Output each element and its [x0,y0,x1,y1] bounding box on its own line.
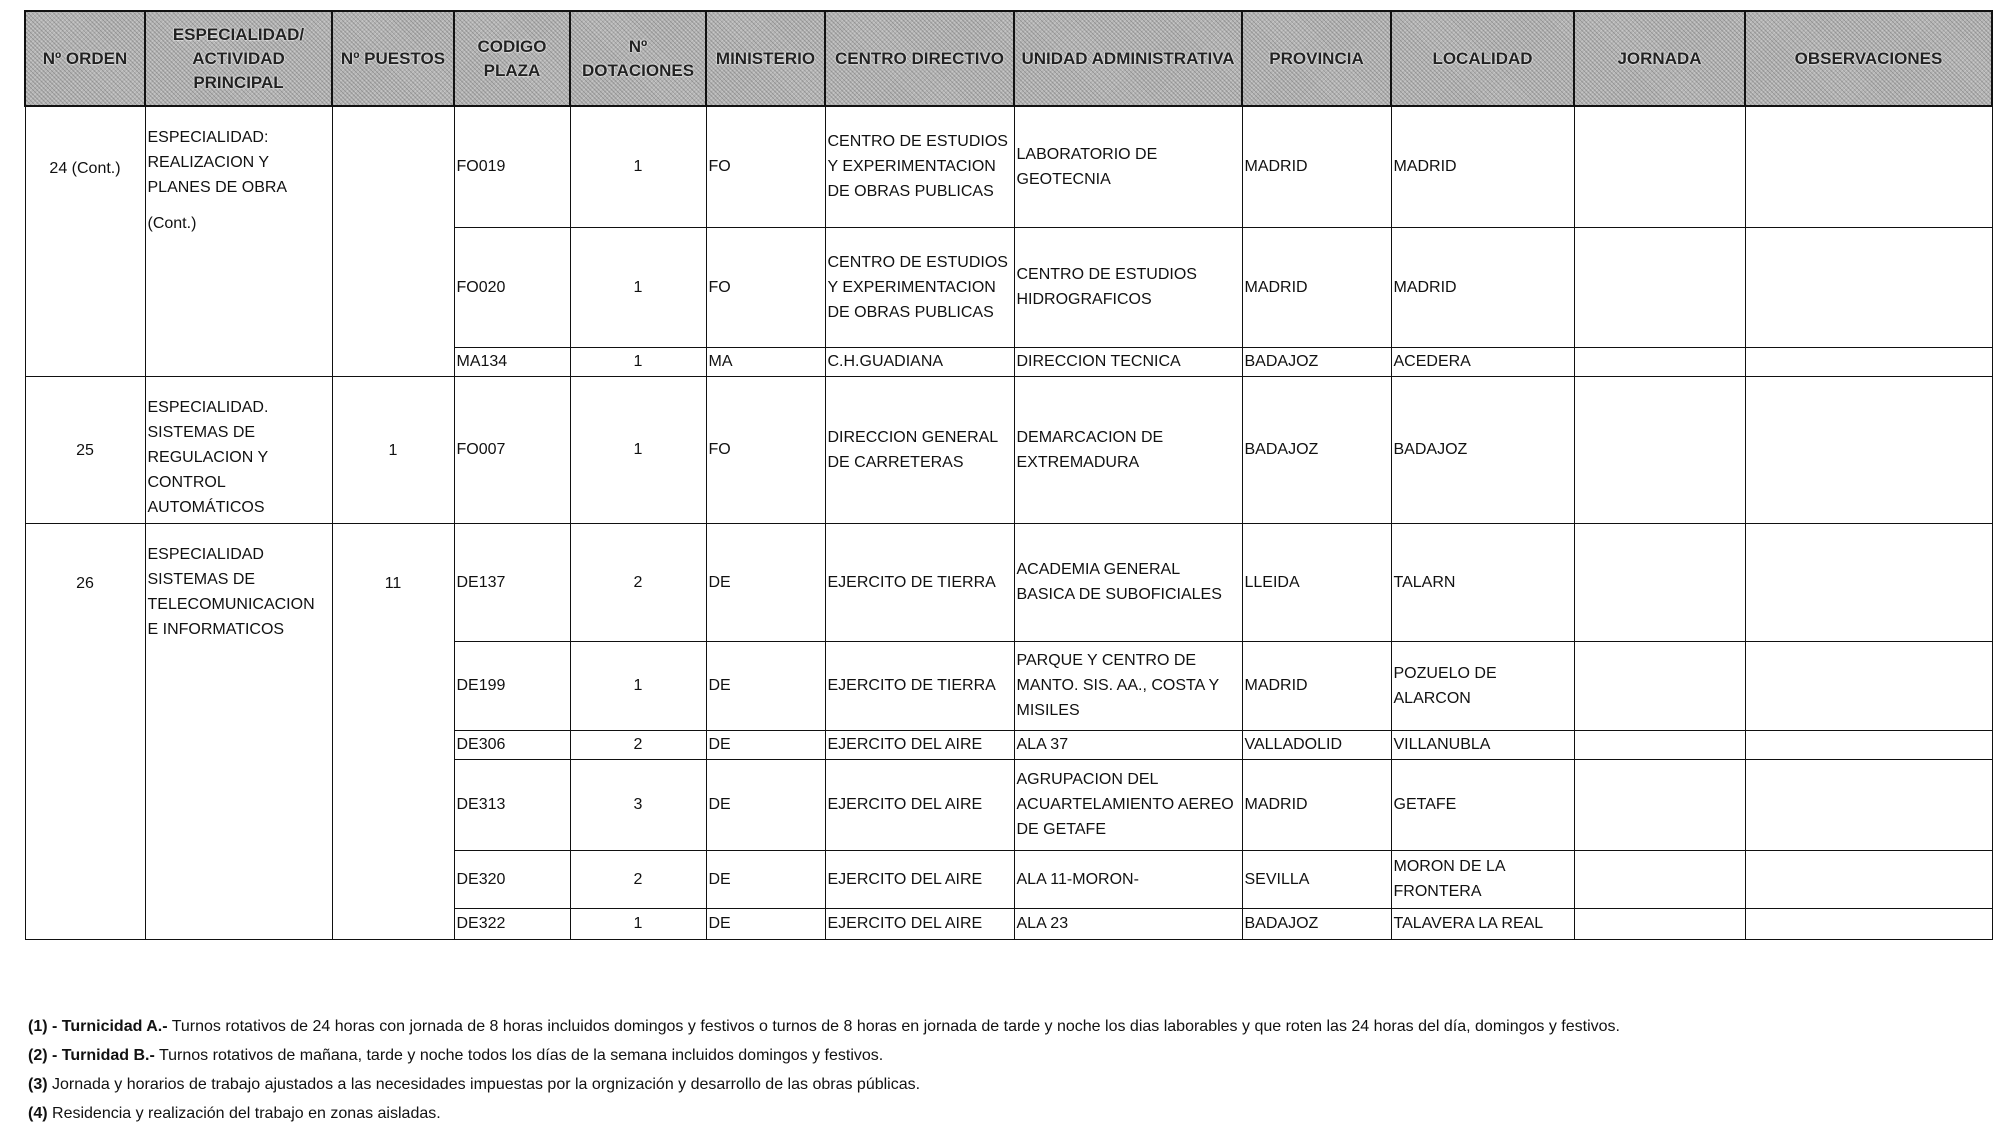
footnote-text: Jornada y horarios de trabajo ajustados a las necesidades impuestas por la orgnización y desarrollo de las obras públicas. [47,1076,921,1093]
unidad-cell: ACADEMIA GENERAL BASICA DE SUBOFICIALES [1014,523,1242,641]
centro-cell: DIRECCION GENERAL DE CARRETERAS [825,376,1014,523]
localidad-cell: POZUELO DE ALARCON [1391,641,1574,730]
codigo-cell: DE320 [454,850,570,908]
observaciones-cell [1745,850,1992,908]
unidad-cell: DEMARCACION DE EXTREMADURA [1014,376,1242,523]
codigo-cell: DE137 [454,523,570,641]
especialidad-cell [145,523,332,939]
footnote-number: (2) - [28,1047,62,1064]
observaciones-cell [1745,227,1992,347]
column-header: JORNADA [1574,11,1745,106]
centro-cell: C.H.GUADIANA [825,347,1014,376]
unidad-cell: ALA 23 [1014,908,1242,939]
ministerio-cell: FO [706,106,825,227]
orden-cell: 26 [25,523,145,939]
column-header: LOCALIDAD [1391,11,1574,106]
column-header: UNIDAD ADMINISTRATIVA [1014,11,1242,106]
provincia-cell: BADAJOZ [1242,376,1391,523]
ministerio-cell: DE [706,908,825,939]
column-header: CODIGO PLAZA [454,11,570,106]
provincia-cell: MADRID [1242,227,1391,347]
footnote [28,1012,1620,1041]
dotaciones-cell: 1 [570,376,706,523]
dotaciones-cell: 1 [570,641,706,730]
dotaciones-cell: 2 [570,730,706,759]
footnote-text: Residencia y realización del trabajo en zonas aisladas. [47,1105,441,1122]
jornada-cell [1574,759,1745,850]
jornada-cell [1574,730,1745,759]
footnote-text: Turnos rotativos de 24 horas con jornada de 8 horas incluidos domingos y festivos o turnos de 8 horas en jornada de tarde y noche los dias laborables y que roten las 24 horas del día, domingos y festivos. [167,1018,1620,1035]
unidad-cell: ALA 11-MORON- [1014,850,1242,908]
column-header: ESPECIALIDAD/ ACTIVIDAD PRINCIPAL [145,11,332,106]
jornada-cell [1574,227,1745,347]
puestos-cell [332,106,454,376]
ministerio-cell: DE [706,641,825,730]
unidad-cell: LABORATORIO DE GEOTECNIA [1014,106,1242,227]
ministerio-cell: FO [706,227,825,347]
observaciones-cell [1745,106,1992,227]
dotaciones-cell: 2 [570,523,706,641]
unidad-cell: DIRECCION TECNICA [1014,347,1242,376]
provincia-cell: MADRID [1242,106,1391,227]
column-header: Nº PUESTOS [332,11,454,106]
localidad-cell: ACEDERA [1391,347,1574,376]
observaciones-cell [1745,376,1992,523]
column-header: CENTRO DIRECTIVO [825,11,1014,106]
table-row [25,523,1992,641]
codigo-cell: DE322 [454,908,570,939]
puestos-cell: 11 [332,523,454,939]
footnote [28,1041,1620,1070]
codigo-cell: DE199 [454,641,570,730]
footnote-number: (1) - [28,1018,62,1035]
column-header: MINISTERIO [706,11,825,106]
localidad-cell: VILLANUBLA [1391,730,1574,759]
provincia-cell: MADRID [1242,759,1391,850]
provincia-cell: MADRID [1242,641,1391,730]
localidad-cell: TALARN [1391,523,1574,641]
jornada-cell [1574,523,1745,641]
codigo-cell: DE306 [454,730,570,759]
localidad-cell: TALAVERA LA REAL [1391,908,1574,939]
codigo-cell: FO019 [454,106,570,227]
unidad-cell: AGRUPACION DEL ACUARTELAMIENTO AEREO DE GETAFE [1014,759,1242,850]
column-header: Nº DOTACIONES [570,11,706,106]
dotaciones-cell: 3 [570,759,706,850]
jornada-cell [1574,347,1745,376]
orden-cell: 24 (Cont.) [25,106,145,376]
observaciones-cell [1745,641,1992,730]
dotaciones-cell: 1 [570,908,706,939]
centro-cell: EJERCITO DEL AIRE [825,759,1014,850]
footnote-text: Turnos rotativos de mañana, tarde y noche todos los días de la semana incluidos domingos y festivos. [154,1047,884,1064]
observaciones-cell [1745,908,1992,939]
centro-cell: EJERCITO DEL AIRE [825,908,1014,939]
observaciones-cell [1745,347,1992,376]
footnote-number: (4) [28,1105,48,1122]
dotaciones-cell: 1 [570,106,706,227]
footnote-number: (3) [28,1076,48,1093]
localidad-cell: GETAFE [1391,759,1574,850]
ministerio-cell: DE [706,730,825,759]
observaciones-cell [1745,523,1992,641]
ministerio-cell: MA [706,347,825,376]
cont-text: (Cont.) [147,215,197,232]
orden-cell: 25 [25,376,145,523]
dotaciones-cell: 2 [570,850,706,908]
unidad-cell: CENTRO DE ESTUDIOS HIDROGRAFICOS [1014,227,1242,347]
localidad-cell: BADAJOZ [1391,376,1574,523]
ministerio-cell: FO [706,376,825,523]
ministerio-cell: DE [706,850,825,908]
plazas-table [24,10,1993,940]
column-header: Nº ORDEN [25,11,145,106]
footnote-title: Turnicidad A.- [61,1018,168,1035]
jornada-cell [1574,850,1745,908]
provincia-cell: BADAJOZ [1242,347,1391,376]
column-header: PROVINCIA [1242,11,1391,106]
ministerio-cell: DE [706,759,825,850]
centro-cell: EJERCITO DEL AIRE [825,730,1014,759]
footnote [28,1099,1620,1128]
localidad-cell: MADRID [1391,106,1574,227]
localidad-cell: MADRID [1391,227,1574,347]
footnote-title: Turnidad B.- [61,1047,155,1064]
provincia-cell: SEVILLA [1242,850,1391,908]
header-row [25,11,1992,106]
table-row [25,376,1992,523]
especialidad-text: ESPECIALIDAD SISTEMAS DE TELECOMUNICACION E INFORMATICOS [147,545,315,638]
centro-cell: CENTRO DE ESTUDIOS Y EXPERIMENTACION DE OBRAS PUBLICAS [825,106,1014,227]
especialidad-text: ESPECIALIDAD: REALIZACION Y PLANES DE OBRA [147,129,288,196]
jornada-cell [1574,376,1745,523]
ministerio-cell: DE [706,523,825,641]
codigo-cell: DE313 [454,759,570,850]
centro-cell: EJERCITO DEL AIRE [825,850,1014,908]
especialidad-text: ESPECIALIDAD. SISTEMAS DE REGULACION Y CONTROL AUTOMÁTICOS [147,398,269,516]
centro-cell: CENTRO DE ESTUDIOS Y EXPERIMENTACION DE OBRAS PUBLICAS [825,227,1014,347]
especialidad-cell [145,106,332,376]
unidad-cell: PARQUE Y CENTRO DE MANTO. SIS. AA., COSTA Y MISILES [1014,641,1242,730]
centro-cell: EJERCITO DE TIERRA [825,641,1014,730]
jornada-cell [1574,106,1745,227]
table-row [25,106,1992,227]
provincia-cell: VALLADOLID [1242,730,1391,759]
unidad-cell: ALA 37 [1014,730,1242,759]
footnote [28,1070,1620,1099]
centro-cell: EJERCITO DE TIERRA [825,523,1014,641]
puestos-cell: 1 [332,376,454,523]
footnotes [28,1012,1620,1128]
codigo-cell: FO007 [454,376,570,523]
observaciones-cell [1745,759,1992,850]
observaciones-cell [1745,730,1992,759]
localidad-cell: MORON DE LA FRONTERA [1391,850,1574,908]
dotaciones-cell: 1 [570,347,706,376]
provincia-cell: BADAJOZ [1242,908,1391,939]
especialidad-cell [145,376,332,523]
codigo-cell: MA134 [454,347,570,376]
jornada-cell [1574,908,1745,939]
jornada-cell [1574,641,1745,730]
provincia-cell: LLEIDA [1242,523,1391,641]
dotaciones-cell: 1 [570,227,706,347]
codigo-cell: FO020 [454,227,570,347]
column-header: OBSERVACIONES [1745,11,1992,106]
